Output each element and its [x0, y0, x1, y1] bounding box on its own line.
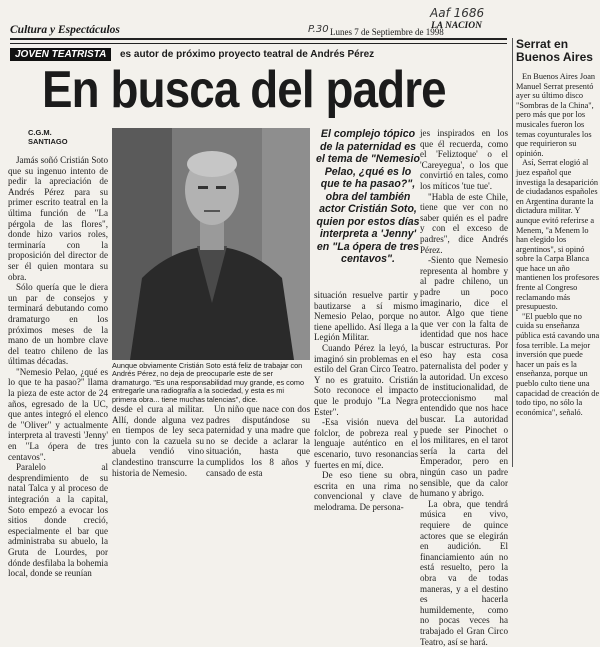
paragraph: Paralelo al desprendimiento de su natal Talca y al proceso de integración a la capital, Soto empezó a evocar los sitios donde creció, especialmente el bar que administraba su abuelo, la Gruta de Lourdes, por dónde desfilaba la bohemia local, donde se reunían [8, 462, 108, 579]
paragraph: jes inspirados en los que él recuerda, como el 'Feliztoque' o el 'Careyegua', o los que convirtió en tales, como los míticos 'tue tue'. [420, 128, 508, 191]
pull-quote: El complejo tópico de la paternidad es el tema de "Nemesio Pelao, ¿qué es lo que te ha pasao?", obra del también actor Cristián Soto, quien por estos días interpreta a 'Jenny' en "La ópera de tres centavos". [316, 128, 420, 265]
sidebar-body [516, 72, 600, 417]
byline-city: SANTIAGO [28, 137, 68, 146]
paragraph: Un niño que nace con dos padres disputándose su paternidad y una madre que no se decide a aclarar la situación, hasta que cumplidos los 8 años y cansado de esta [206, 404, 310, 478]
issue-date: Lunes 7 de Septiembre de 1998 [330, 27, 444, 37]
paragraph: En Buenos Aires Joan Manuel Serrat presentó ayer su último disco "Sombras de la China", pero más que por los musicales fueron los temas coyunturales los que requirieron su opinión. [516, 72, 596, 158]
portrait-photo [112, 128, 310, 360]
article-column-1 [8, 155, 108, 579]
article-column-3 [206, 404, 310, 478]
photo-caption: Aunque obviamente Cristián Soto está feliz de trabajar con Andrés Pérez, no deja de preocuparle este de ser dramaturgo. "Es una responsabilidad muy grande, es como entregarle una radiografía a la sociedad, y esta es mi primera obra... tiene muchas talencias", dice. [112, 361, 305, 404]
column-divider [512, 38, 513, 467]
handwritten-page-mark: P.30 [308, 24, 329, 35]
sidebar-article [516, 38, 600, 467]
paragraph: Cuando Pérez la leyó, la imaginó sin problemas en el estilo del Gran Circo Teatro. Y no es gratuito. Cristián Soto reconoce el impacto que le produjo "La Negra Ester". [314, 342, 418, 417]
paragraph: "Habla de este Chile, tiene que ver con no saber quién es el padre y con el exceso de padres", dice Andrés Pérez. [420, 191, 508, 255]
byline-initials: C.G.M. [28, 128, 52, 137]
byline [28, 128, 68, 146]
paragraph: Jamás soñó Cristián Soto que su ingenuo intento de pedir la apreciación de Andrés Pérez para su primer escrito teatral en la última función de "La pérgola de las flores", donde hizo varios roles, terminaría con la proposición del director de ser él quien montara su obra. [8, 155, 108, 282]
header-rule-thin [10, 43, 507, 44]
paragraph: -Esa visión nueva del folclor, de pobreza real y lenguaje auténtico en el escenario, tuvo resonancias fuertes en mí, dice. [314, 417, 418, 470]
kicker-tag: JOVEN TEATRISTA [10, 48, 111, 61]
paragraph: "El pueblo que no cuida su enseñanza pública está cavando una fosa terrible. La mejor inversión que puede hacer un país es la enseñanza, porque un pueblo culto tiene una capacidad de creación de todo tipo, no sólo la económica", señaló. [516, 311, 600, 417]
paragraph: La obra, que tendrá música en vivo, requiere de quince actores que se elegirán en audición. El financiamiento aún no está resuelto, pero la obra va de todas maneras, y a el destino es hacerla humildemente, como no pocas veces ha trabajado el Gran Circo Teatro, así se hará. [420, 498, 508, 647]
paragraph: De eso tiene su obra, escrita en una rima no convencional y clave de melodrama. De persona- [314, 470, 418, 512]
paragraph: desde el cura al militar. Allí, donde alguna vez en tiempos de ley seca junto con la cazuela su abuela vendió vino clandestino transcurre la historia de Nemesio. [112, 404, 204, 478]
article-column-2 [112, 404, 204, 478]
paragraph: "Nemesio Pelao, ¿qué es lo que te ha pasao?" llama la pieza de este actor de 24 años, egresado de la UC, que antes integró el elenco de "Oliver" y actualmente interpreta al travesti 'Jenny' en "La ópera de tres centavos". [8, 366, 108, 462]
handwritten-archive-note: Aaf 1686 [430, 6, 485, 20]
portrait-illustration [112, 128, 310, 360]
section-title: Cultura y Espectáculos [10, 24, 120, 36]
headline: En busca del padre [42, 61, 446, 119]
paragraph: situación resuelve partir y bautizarse a sí mismo Nemesio Pelao, porque no tiene apellido. Así llega a la Legión Militar. [314, 290, 418, 343]
paragraph: Así, Serrat elogió al juez español que investiga la desaparición de ciudadanos españoles en Argentina durante la dictadura militar. Y aunque evitó referirse a Menem, "a Menem lo han elegido los argentinos", si opinó sobre la Carpa Blanca que hace un año mantienen los profesores frente al Congreso reclamando más presupuesto. [516, 158, 599, 312]
newspaper-name: LA NACION [431, 21, 482, 31]
paragraph: -Siento que Nemesio representa al hombre y al padre chileno, un padre un poco imaginario, dice el autor. Algo que tiene que ver con la falta de identidad que nos hace buscar estructuras. Por eso hay esta cosa paternalista del poder y la autoridad. Un exceso de institucionalidad, de proteccionismo mal entendido que nos hace buscar. La autoridad puede ser Pinochet o los militares, en el tarot sería la carta del Emperador, pero en ningún caso un padre sensible, que da calor humano y abrigo. [420, 255, 508, 499]
article-column-5 [420, 128, 508, 647]
sidebar-title: Serrat en Buenos Aires [516, 37, 593, 64]
kicker-text: es autor de próximo proyecto teatral de Andrés Pérez [120, 49, 375, 60]
paragraph: Sólo quería que le diera un par de consejos y terminará debutando como dramaturgo en los próximos meses de la mano de un hombre clave del teatro chileno de las últimas décadas. [8, 282, 108, 367]
header-rule [10, 38, 507, 40]
article-column-4 [314, 290, 418, 512]
